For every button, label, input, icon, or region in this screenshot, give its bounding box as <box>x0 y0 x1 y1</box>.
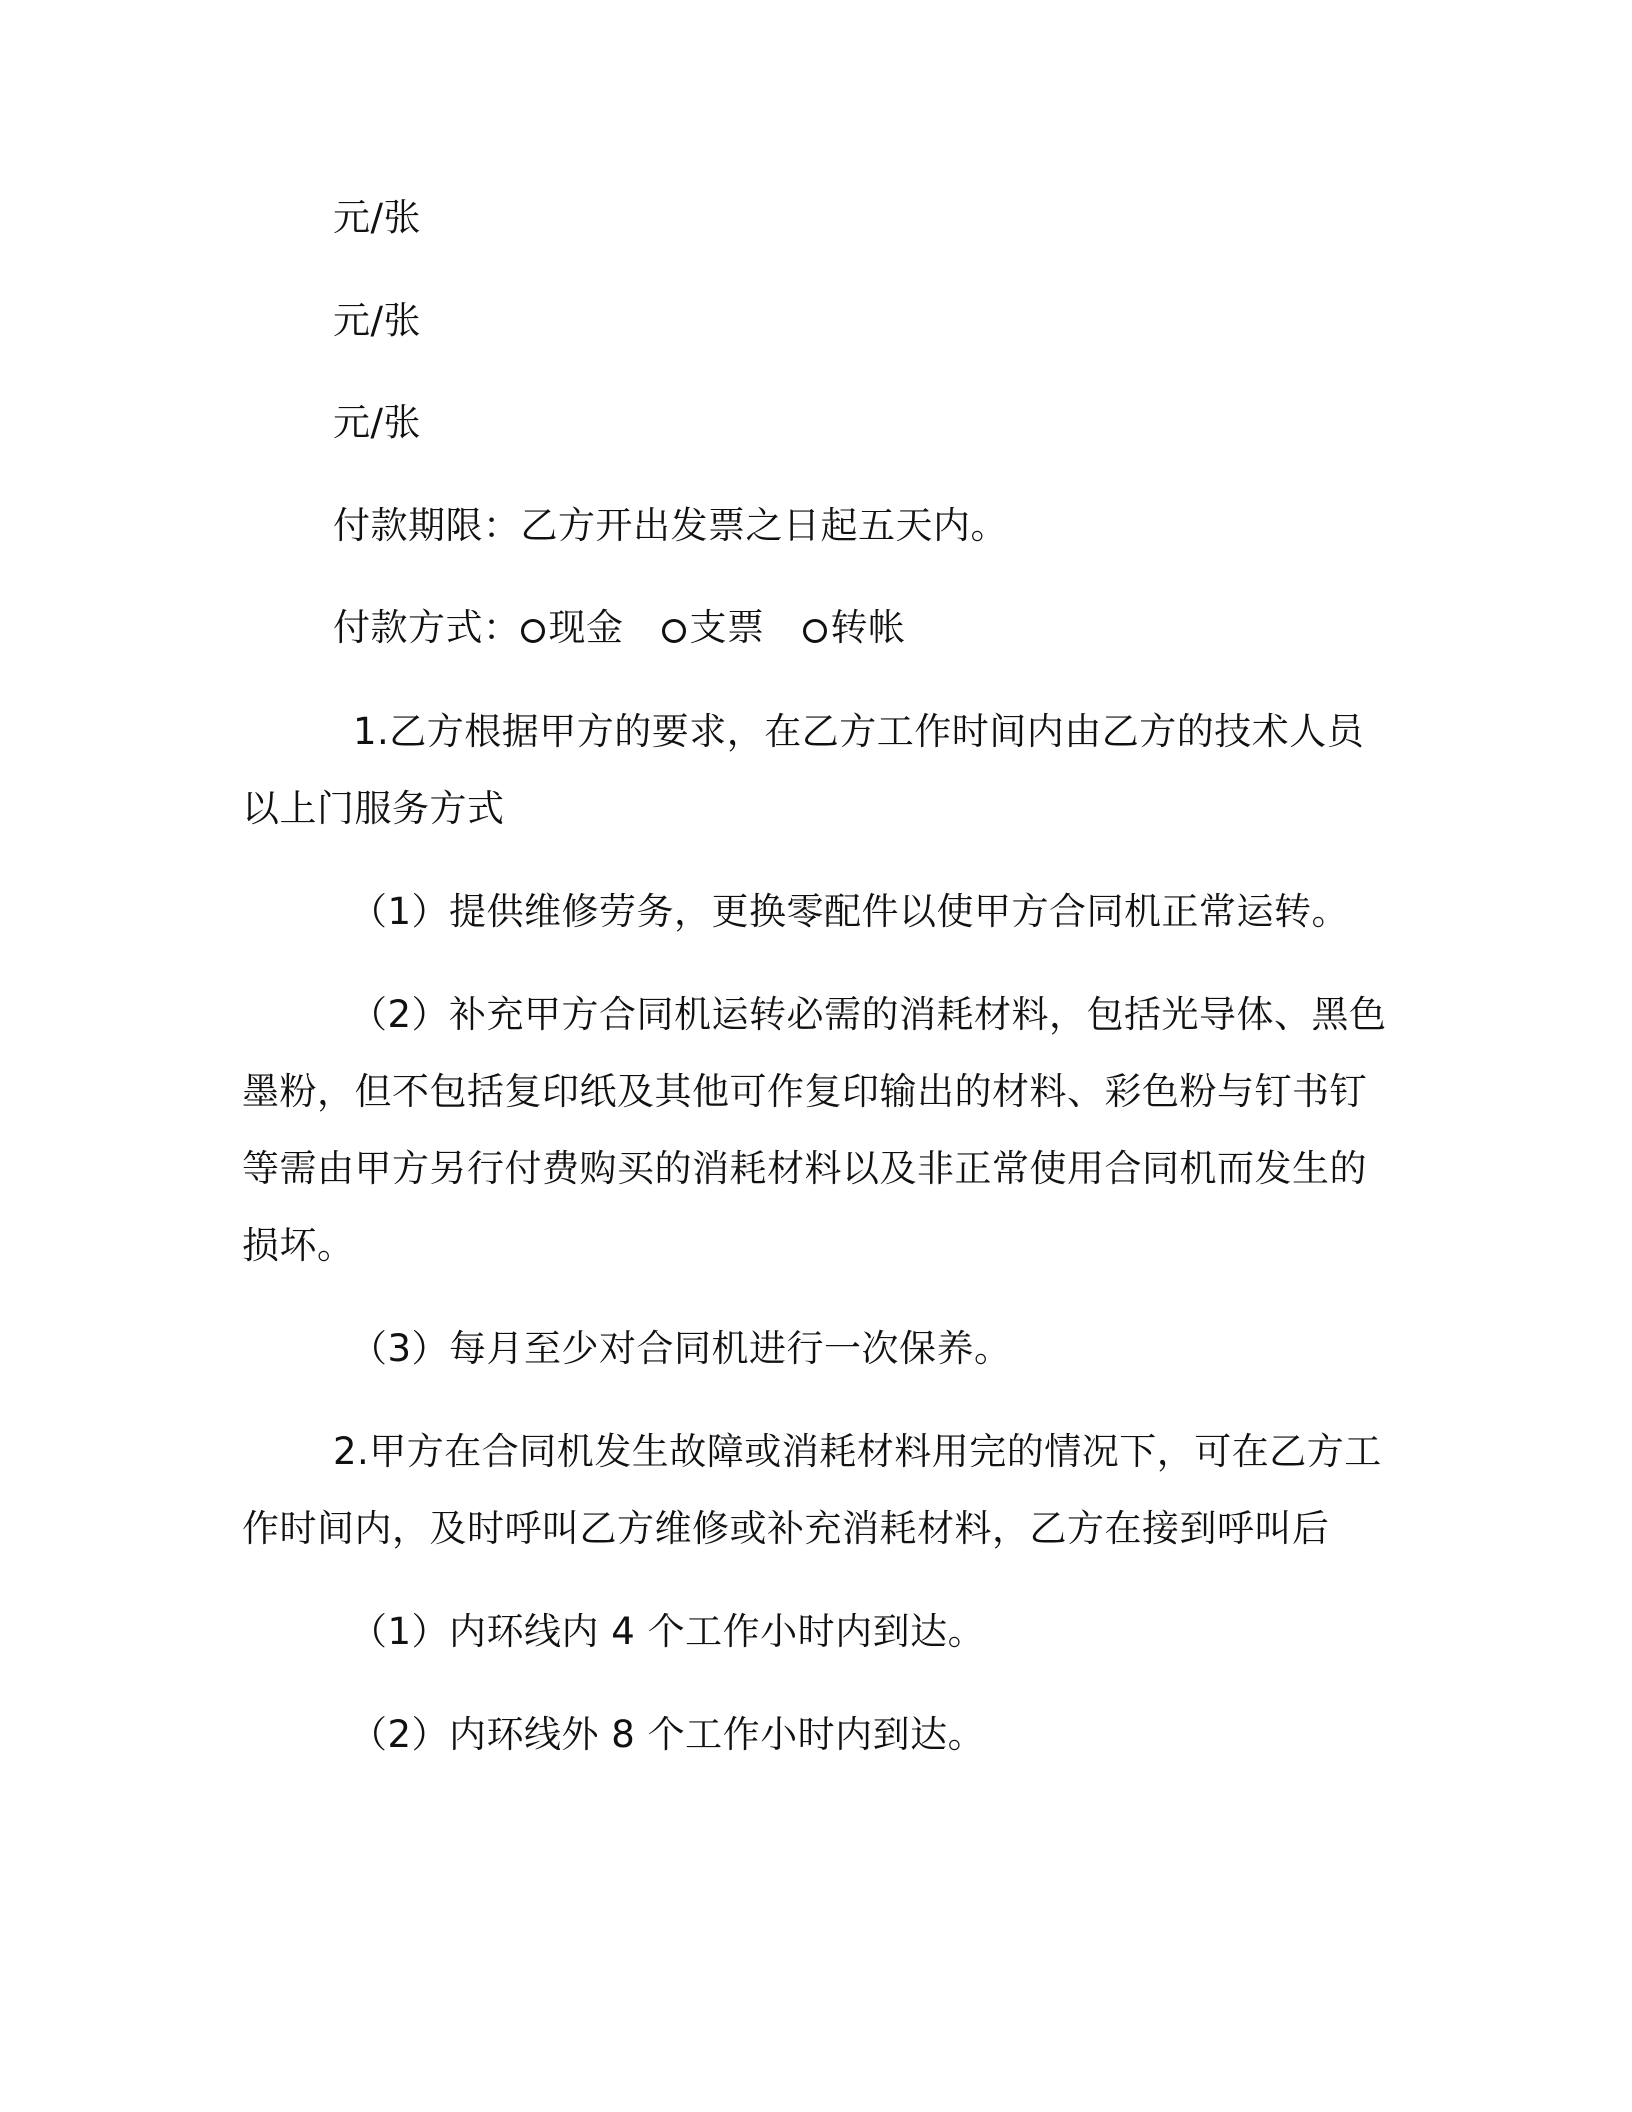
section1-item2-line4: 损坏。 <box>242 1224 355 1267</box>
payment-method-label: 付款方式： <box>333 606 521 649</box>
section2-line1: 2.甲方在合同机发生故障或消耗材料用完的情况下，可在乙方工 <box>333 1430 1382 1473</box>
payment-option-cash[interactable] <box>521 606 624 650</box>
payment-option-label: 支票 <box>689 606 765 649</box>
section2-line2: 作时间内，及时呼叫乙方维修或补充消耗材料，乙方在接到呼叫后 <box>242 1507 1330 1550</box>
radio-circle-icon <box>521 619 545 643</box>
payment-term: 付款期限：乙方开出发票之日起五天内。 <box>333 504 1008 547</box>
unit-price-line-1: 元/张 <box>333 196 421 239</box>
payment-option-label: 现金 <box>548 606 624 649</box>
section1-line2: 以上门服务方式 <box>242 787 505 830</box>
radio-circle-icon <box>803 619 827 643</box>
section2-item2: （2）内环线外 8 个工作小时内到达。 <box>350 1713 986 1756</box>
payment-option-transfer[interactable] <box>803 606 906 650</box>
section1-line1: 1.乙方根据甲方的要求，在乙方工作时间内由乙方的技术人员 <box>353 710 1365 753</box>
section2-item1: （1）内环线内 4 个工作小时内到达。 <box>350 1610 986 1653</box>
section1-item3: （3）每月至少对合同机进行一次保养。 <box>350 1327 1012 1370</box>
section1-item1: （1）提供维修劳务，更换零配件以使甲方合同机正常运转。 <box>350 890 1350 933</box>
section1-item2-line3: 等需由甲方另行付费购买的消耗材料以及非正常使用合同机而发生的 <box>242 1147 1367 1190</box>
payment-method-row <box>333 606 944 650</box>
payment-option-label: 转帐 <box>830 606 906 649</box>
section1-item2-line1: （2）补充甲方合同机运转必需的消耗材料，包括光导体、黑色 <box>350 993 1387 1036</box>
unit-price-line-3: 元/张 <box>333 401 421 444</box>
payment-option-check[interactable] <box>662 606 765 650</box>
radio-circle-icon <box>662 619 686 643</box>
unit-price-line-2: 元/张 <box>333 299 421 342</box>
section1-item2-line2: 墨粉，但不包括复印纸及其他可作复印输出的材料、彩色粉与钉书钉 <box>242 1070 1367 1113</box>
